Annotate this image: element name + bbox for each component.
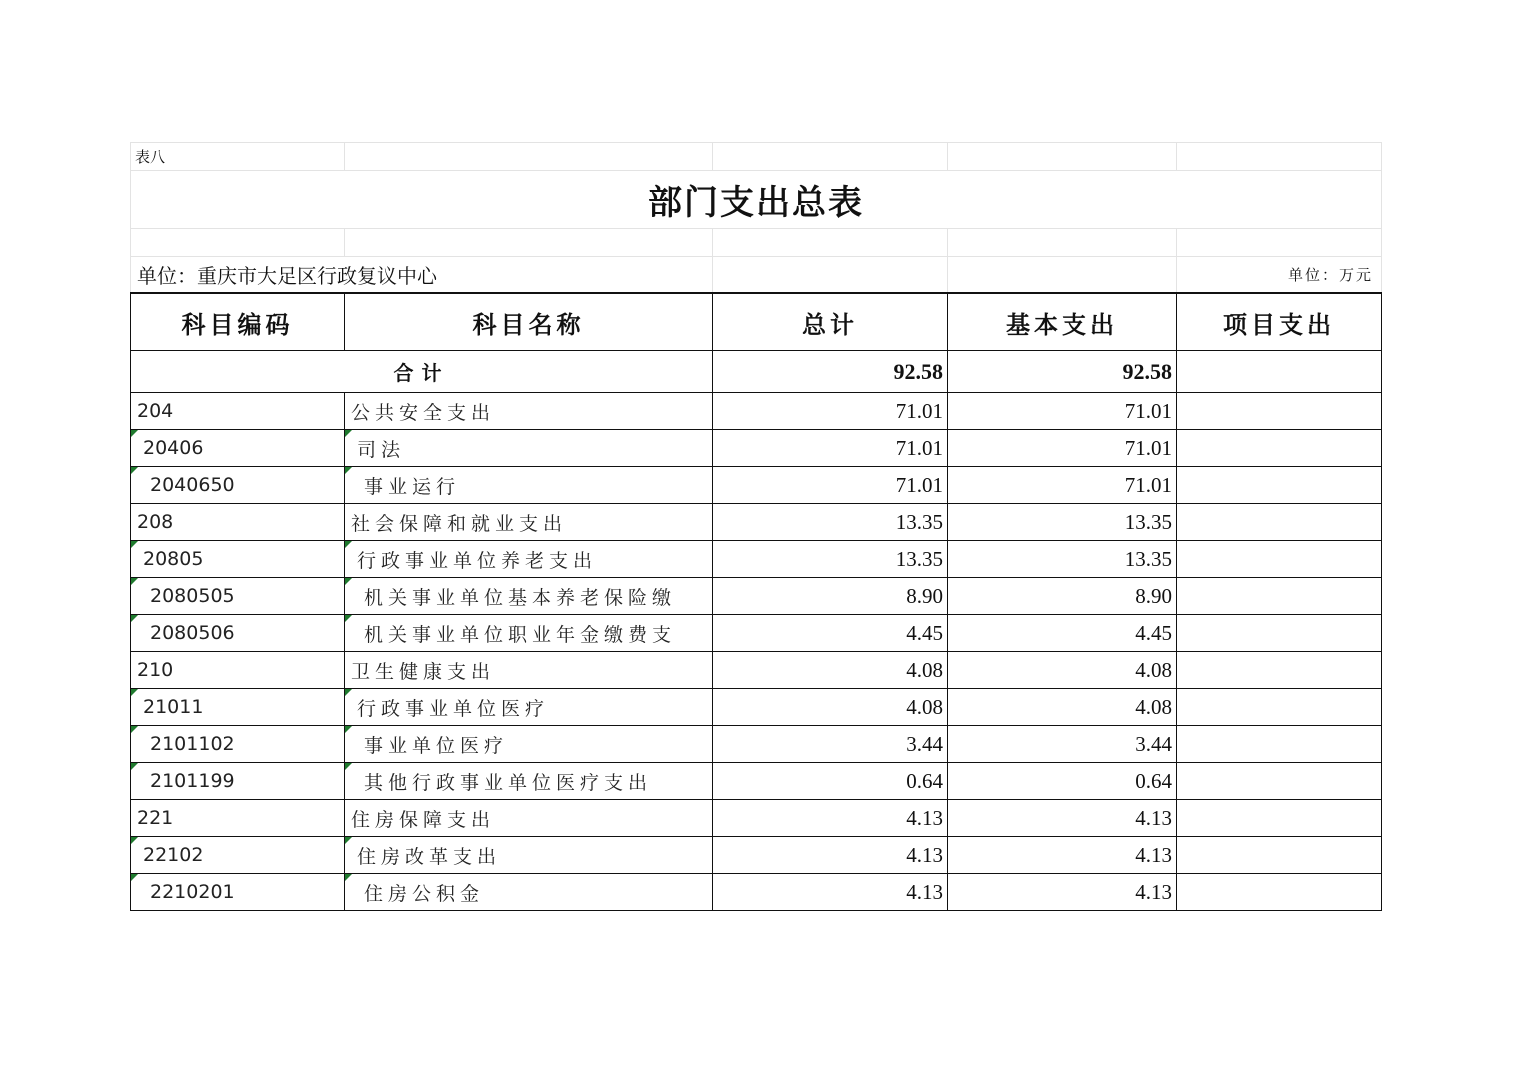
row-basic: 4.13 <box>948 800 1177 837</box>
cell-flag-icon <box>131 615 138 622</box>
row-basic: 3.44 <box>948 726 1177 763</box>
row-total: 4.13 <box>713 874 948 911</box>
row-name <box>345 763 713 800</box>
row-basic: 13.35 <box>948 541 1177 578</box>
row-name-text: 公共安全支出 <box>351 401 496 424</box>
row-basic: 71.01 <box>948 467 1177 504</box>
table-row <box>131 393 1382 430</box>
row-name-text: 卫生健康支出 <box>351 660 496 683</box>
row-project <box>1177 504 1382 541</box>
table-row <box>131 874 1382 911</box>
row-project <box>1177 800 1382 837</box>
row-code-text: 2080506 <box>150 622 235 644</box>
header-name: 科目名称 <box>345 293 713 351</box>
row-code <box>131 578 345 615</box>
total-total: 92.58 <box>713 351 948 393</box>
blank-row <box>131 229 1382 257</box>
row-project <box>1177 430 1382 467</box>
header-total: 总计 <box>713 293 948 351</box>
row-name <box>345 541 713 578</box>
row-project <box>1177 874 1382 911</box>
row-basic: 8.90 <box>948 578 1177 615</box>
row-name <box>345 837 713 874</box>
row-code-text: 2210201 <box>150 881 235 903</box>
cell-flag-icon <box>131 430 138 437</box>
row-code-text: 20805 <box>143 548 204 570</box>
table-row <box>131 763 1382 800</box>
cell-flag-icon <box>345 430 352 437</box>
row-total: 4.13 <box>713 800 948 837</box>
row-name-text: 事业单位医疗 <box>364 734 509 757</box>
cell-flag-icon <box>131 763 138 770</box>
total-project <box>1177 351 1382 393</box>
row-code-text: 2101199 <box>150 770 235 792</box>
header-row <box>131 293 1382 351</box>
table-row <box>131 430 1382 467</box>
title-row <box>131 171 1382 229</box>
total-row <box>131 351 1382 393</box>
row-name <box>345 504 713 541</box>
row-code <box>131 837 345 874</box>
row-basic: 4.08 <box>948 689 1177 726</box>
row-code-text: 221 <box>137 807 174 829</box>
row-basic: 4.13 <box>948 837 1177 874</box>
department-unit: 单位：重庆市大足区行政复议中心 <box>131 257 713 294</box>
row-name-text: 机关事业单位职业年金缴费支 <box>364 623 677 646</box>
cell-flag-icon <box>131 837 138 844</box>
row-code <box>131 726 345 763</box>
header-project: 项目支出 <box>1177 293 1382 351</box>
cell-flag-icon <box>345 726 352 733</box>
row-name-text: 其他行政事业单位医疗支出 <box>364 771 653 794</box>
label-row <box>131 143 1382 171</box>
spreadsheet-sheet <box>130 142 1381 911</box>
row-total: 0.64 <box>713 763 948 800</box>
row-name <box>345 652 713 689</box>
row-code <box>131 467 345 504</box>
row-basic: 4.45 <box>948 615 1177 652</box>
row-basic: 71.01 <box>948 393 1177 430</box>
row-code <box>131 393 345 430</box>
row-code <box>131 689 345 726</box>
row-name <box>345 615 713 652</box>
row-project <box>1177 615 1382 652</box>
row-project <box>1177 541 1382 578</box>
cell-flag-icon <box>131 726 138 733</box>
row-project <box>1177 393 1382 430</box>
row-basic: 4.13 <box>948 874 1177 911</box>
table-row <box>131 578 1382 615</box>
cell-flag-icon <box>131 467 138 474</box>
cell-flag-icon <box>345 578 352 585</box>
row-name <box>345 689 713 726</box>
cell-flag-icon <box>345 541 352 548</box>
row-code-text: 204 <box>137 400 174 422</box>
row-code-text: 20406 <box>143 437 204 459</box>
row-code-text: 21011 <box>143 696 204 718</box>
cell-flag-icon <box>345 467 352 474</box>
row-code-text: 2040650 <box>150 474 235 496</box>
row-code-text: 22102 <box>143 844 204 866</box>
row-project <box>1177 763 1382 800</box>
row-name-text: 住房保障支出 <box>351 808 496 831</box>
header-code: 科目编码 <box>131 293 345 351</box>
row-name <box>345 726 713 763</box>
cell-flag-icon <box>131 689 138 696</box>
cell-flag-icon <box>345 689 352 696</box>
row-total: 4.08 <box>713 689 948 726</box>
row-name-text: 社会保障和就业支出 <box>351 512 568 535</box>
row-total: 13.35 <box>713 541 948 578</box>
row-code <box>131 874 345 911</box>
row-total: 4.45 <box>713 615 948 652</box>
table-row <box>131 652 1382 689</box>
row-code <box>131 800 345 837</box>
expenditure-table <box>130 142 1382 911</box>
table-row <box>131 726 1382 763</box>
row-name-text: 行政事业单位养老支出 <box>357 549 598 572</box>
row-name-text: 住房改革支出 <box>357 845 502 868</box>
row-name <box>345 467 713 504</box>
row-name <box>345 874 713 911</box>
page-title: 部门支出总表 <box>131 171 1382 229</box>
row-project <box>1177 689 1382 726</box>
row-code <box>131 504 345 541</box>
table-row <box>131 800 1382 837</box>
row-basic: 4.08 <box>948 652 1177 689</box>
row-basic: 0.64 <box>948 763 1177 800</box>
row-name <box>345 393 713 430</box>
row-code-text: 210 <box>137 659 174 681</box>
row-name <box>345 800 713 837</box>
cell-flag-icon <box>345 763 352 770</box>
header-basic: 基本支出 <box>948 293 1177 351</box>
total-label: 合计 <box>131 351 713 393</box>
row-name-text: 事业运行 <box>364 475 461 498</box>
row-name-text: 机关事业单位基本养老保险缴 <box>364 586 677 609</box>
row-code <box>131 541 345 578</box>
row-basic: 71.01 <box>948 430 1177 467</box>
cell-flag-icon <box>345 615 352 622</box>
table-row <box>131 615 1382 652</box>
row-name <box>345 430 713 467</box>
row-name-text: 司法 <box>357 438 406 461</box>
row-project <box>1177 467 1382 504</box>
cell-flag-icon <box>345 874 352 881</box>
table-row <box>131 504 1382 541</box>
table-row <box>131 689 1382 726</box>
row-name-text: 住房公积金 <box>364 882 485 905</box>
row-total: 4.13 <box>713 837 948 874</box>
row-name <box>345 578 713 615</box>
row-project <box>1177 837 1382 874</box>
row-total: 71.01 <box>713 430 948 467</box>
row-code <box>131 430 345 467</box>
row-total: 4.08 <box>713 652 948 689</box>
table-label: 表八 <box>131 143 345 171</box>
row-code <box>131 615 345 652</box>
row-total: 71.01 <box>713 393 948 430</box>
currency-unit: 单位：万元 <box>1177 257 1382 294</box>
cell-flag-icon <box>345 837 352 844</box>
row-code-text: 208 <box>137 511 174 533</box>
unit-row <box>131 257 1382 294</box>
cell-flag-icon <box>131 874 138 881</box>
row-code <box>131 763 345 800</box>
table-row <box>131 541 1382 578</box>
row-total: 8.90 <box>713 578 948 615</box>
row-code-text: 2101102 <box>150 733 235 755</box>
row-project <box>1177 578 1382 615</box>
cell-flag-icon <box>131 541 138 548</box>
table-row <box>131 837 1382 874</box>
row-total: 71.01 <box>713 467 948 504</box>
table-row <box>131 467 1382 504</box>
row-basic: 13.35 <box>948 504 1177 541</box>
row-name-text: 行政事业单位医疗 <box>357 697 550 720</box>
total-basic: 92.58 <box>948 351 1177 393</box>
row-project <box>1177 652 1382 689</box>
row-project <box>1177 726 1382 763</box>
row-total: 13.35 <box>713 504 948 541</box>
row-code-text: 2080505 <box>150 585 235 607</box>
row-code <box>131 652 345 689</box>
row-total: 3.44 <box>713 726 948 763</box>
cell-flag-icon <box>131 578 138 585</box>
